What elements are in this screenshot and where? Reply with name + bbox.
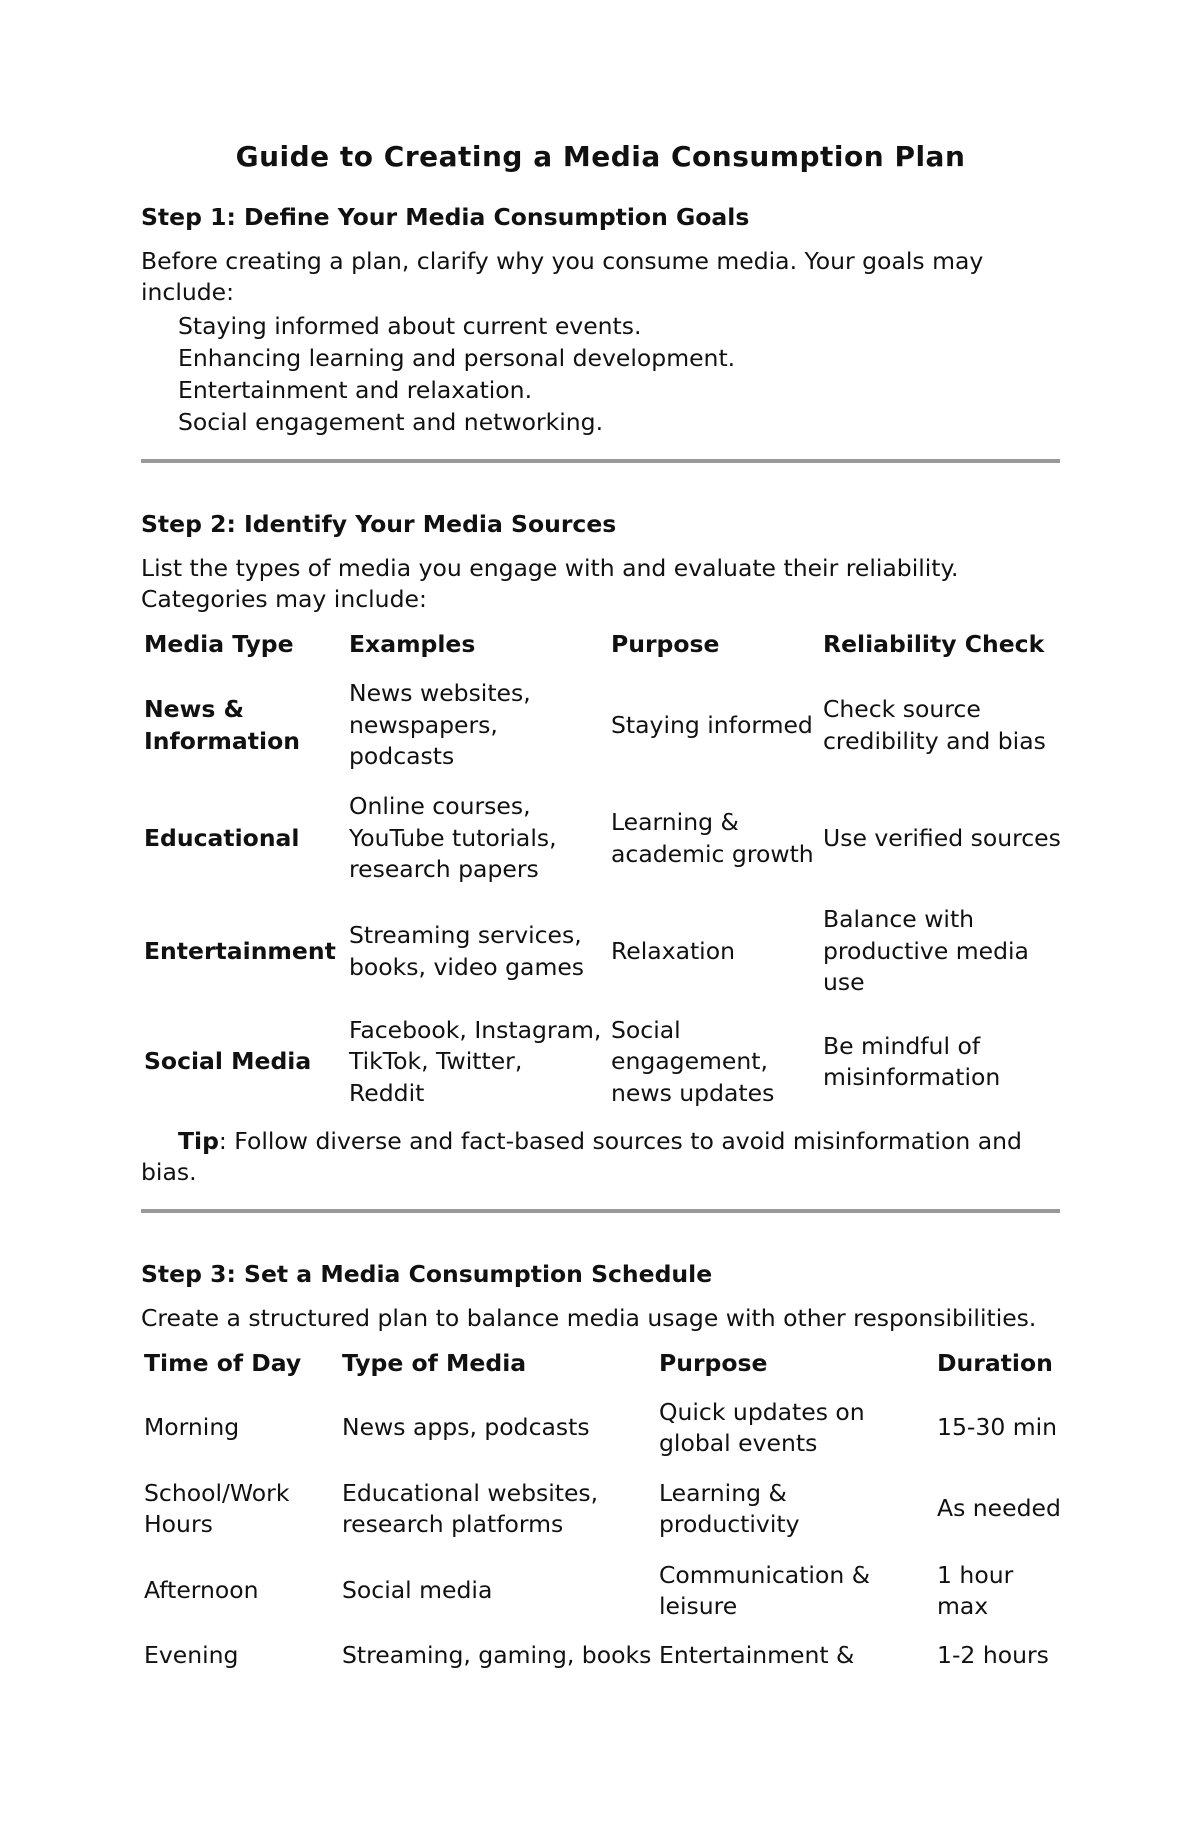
table-cell: Be mindful of misinformation xyxy=(823,1031,1001,1091)
table-cell: Social media xyxy=(342,1576,493,1605)
table-cell: News websites, newspapers, podcasts xyxy=(349,679,531,771)
column-header: Time of Day xyxy=(144,1349,302,1377)
list-item: Staying informed about current events. xyxy=(178,312,642,340)
table-cell: Social engagement, news updates xyxy=(611,1015,775,1107)
table-cell: Streaming, gaming, books xyxy=(342,1641,652,1669)
section-divider xyxy=(141,459,1060,463)
step3-section xyxy=(141,1259,1060,1688)
step2-intro: List the types of media you engage with and evaluate their reliability. Categories may include: xyxy=(141,554,959,613)
table-cell: 1-2 hours xyxy=(937,1641,1049,1669)
table-cell: Learning & academic growth xyxy=(611,808,814,868)
table-cell: School/Work Hours xyxy=(144,1478,290,1538)
table-cell: Educational xyxy=(144,823,300,852)
table-cell: Afternoon xyxy=(144,1576,259,1605)
table-cell: News apps, podcasts xyxy=(342,1413,590,1442)
media-sources-table xyxy=(141,619,1065,1116)
step1-intro: Before creating a plan, clarify why you consume media. Your goals may include: xyxy=(141,247,984,306)
table-cell: As needed xyxy=(937,1494,1061,1523)
step1-section xyxy=(141,202,1060,463)
step2-section xyxy=(141,509,1060,1213)
table-cell: 1 hour max xyxy=(937,1560,1014,1620)
table-cell: Use verified sources xyxy=(823,823,1061,852)
column-header: Duration xyxy=(937,1349,1053,1377)
table-cell: Evening xyxy=(144,1641,239,1669)
table-row xyxy=(141,1468,1065,1550)
column-header: Purpose xyxy=(611,630,720,658)
table-cell: Morning xyxy=(144,1413,240,1442)
table-cell: Social Media xyxy=(144,1047,312,1076)
step2-heading: Step 2: Identify Your Media Sources xyxy=(141,510,617,538)
table-cell: Streaming services, books, video games xyxy=(349,921,585,981)
table-cell: Entertainment xyxy=(144,936,336,965)
table-cell: Staying informed xyxy=(611,710,813,739)
list-item: Entertainment and relaxation. xyxy=(178,376,533,404)
table-header-row xyxy=(141,619,1065,669)
table-cell: Communication & leisure xyxy=(659,1560,871,1620)
table-row xyxy=(141,782,1065,895)
table-cell: Quick updates on global events xyxy=(659,1397,865,1457)
table-row xyxy=(141,895,1065,1008)
goal-list xyxy=(141,310,1060,438)
step3-heading: Step 3: Set a Media Consumption Schedule xyxy=(141,1260,713,1288)
list-item: Social engagement and networking. xyxy=(178,408,604,436)
table-row xyxy=(141,1632,1065,1688)
table-cell: Relaxation xyxy=(611,936,735,965)
column-header: Purpose xyxy=(659,1349,768,1377)
table-row xyxy=(141,1550,1065,1632)
table-cell: Online courses, YouTube tutorials, research papers xyxy=(349,792,557,884)
column-header: Media Type xyxy=(144,630,294,658)
step3-intro: Create a structured plan to balance media usage with other responsibilities. xyxy=(141,1304,1037,1332)
table-cell: Check source credibility and bias xyxy=(823,695,1046,755)
table-row xyxy=(141,1008,1065,1116)
table-cell: 15-30 min xyxy=(937,1413,1058,1442)
column-header: Type of Media xyxy=(342,1349,527,1377)
table-header-row xyxy=(141,1338,1065,1388)
table-cell: Balance with productive media use xyxy=(823,905,1029,997)
column-header: Examples xyxy=(349,630,476,658)
schedule-table xyxy=(141,1338,1065,1688)
page-title: Guide to Creating a Media Consumption Plan xyxy=(235,140,966,173)
tip-text: : Follow diverse and fact-based sources to avoid misinformation and bias. xyxy=(141,1127,1022,1186)
column-header: Reliability Check xyxy=(823,630,1045,658)
tip-label: Tip xyxy=(178,1127,219,1155)
table-row xyxy=(141,1388,1065,1468)
step1-heading: Step 1: Define Your Media Consumption Goals xyxy=(141,203,750,231)
section-divider xyxy=(141,1209,1060,1213)
table-cell: Facebook, Instagram, TikTok, Twitter, Reddit xyxy=(349,1015,602,1107)
table-row xyxy=(141,669,1065,782)
table-cell: News & Information xyxy=(144,695,300,755)
table-cell: Entertainment & xyxy=(659,1641,855,1669)
table-cell: Educational websites, research platforms xyxy=(342,1478,599,1538)
table-cell: Learning & productivity xyxy=(659,1478,800,1538)
tip-paragraph xyxy=(141,1126,1060,1188)
list-item: Enhancing learning and personal development. xyxy=(178,344,736,372)
